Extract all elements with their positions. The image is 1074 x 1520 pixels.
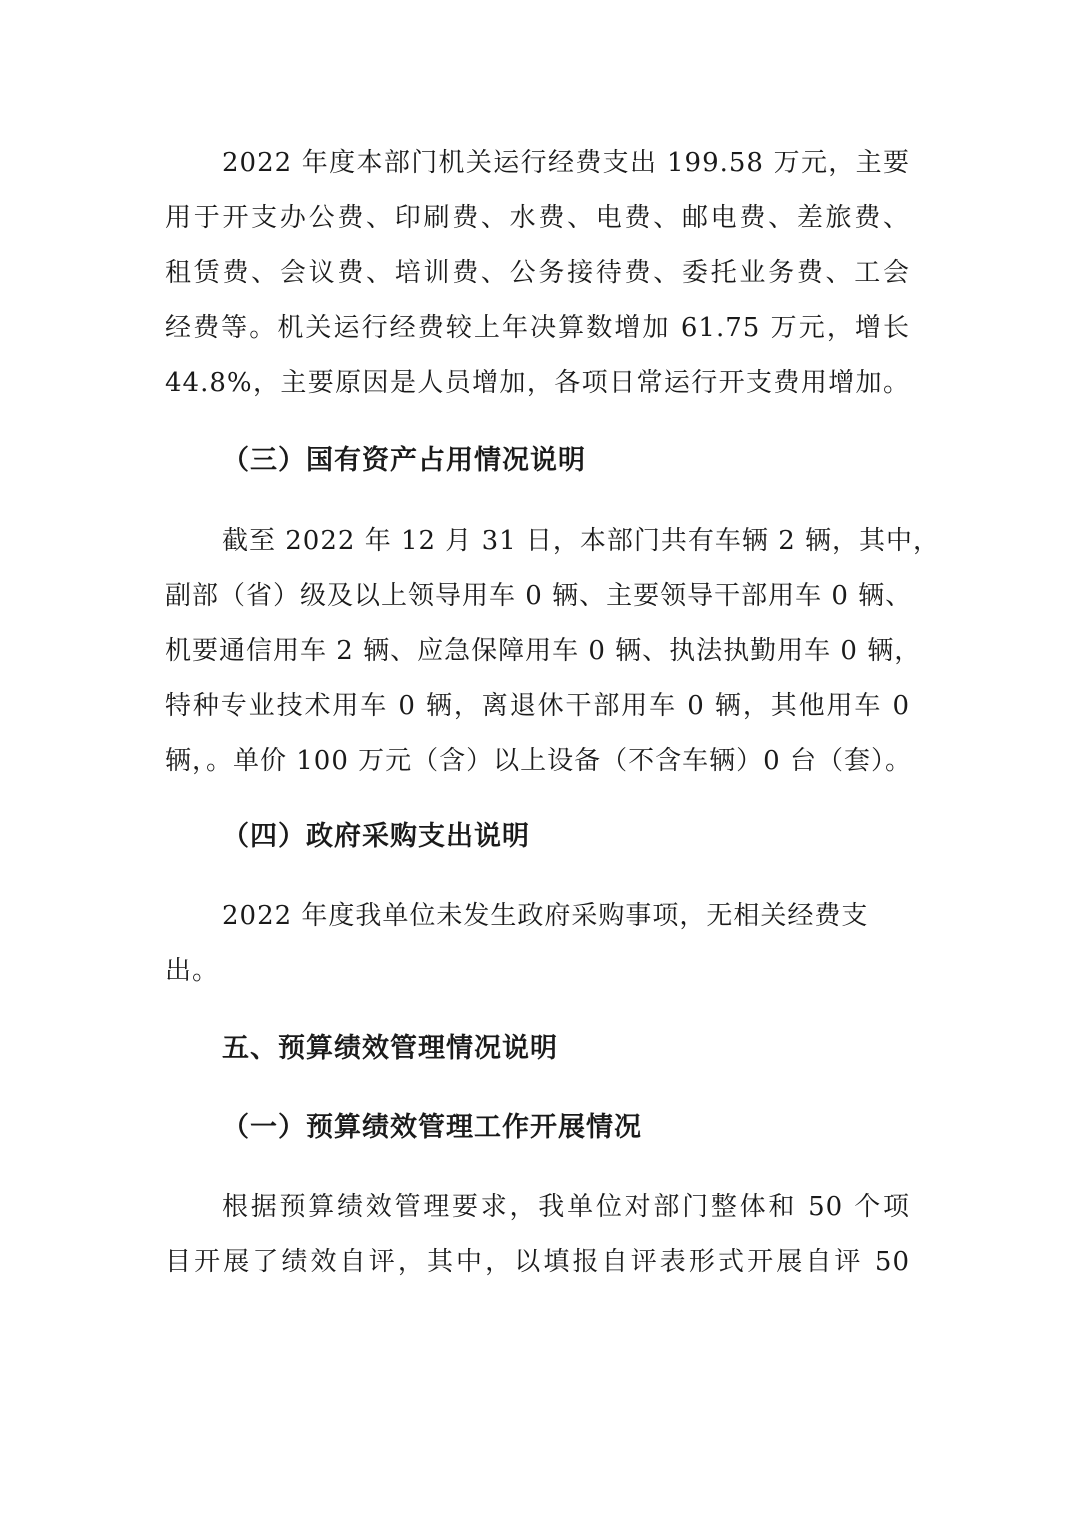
paragraph-procurement-line-2: 出。: [165, 956, 220, 986]
paragraph-state-assets-line-3: 机要通信用车 2 辆、应急保障用车 0 辆、执法执勤用车 0 辆，: [165, 636, 922, 666]
heading-section-five: 五、预算绩效管理情况说明: [222, 1033, 558, 1064]
paragraph-operating-costs-line-5: 44.8%，主要原因是人员增加，各项日常运行开支费用增加。: [165, 368, 910, 398]
paragraph-operating-costs-line-1: 2022 年度本部门机关运行经费支出 199.58 万元，主要: [222, 148, 910, 178]
paragraph-state-assets-line-2: 副部（省）级及以上领导用车 0 辆、主要领导干部用车 0 辆、: [165, 581, 913, 611]
paragraph-state-assets-line-5: 辆，。单价 100 万元（含）以上设备（不含车辆）0 台（套）。: [165, 746, 912, 776]
paragraph-performance-line-1: 根据预算绩效管理要求，我单位对部门整体和 50 个项: [222, 1192, 910, 1222]
heading-state-assets: （三）国有资产占用情况说明: [222, 445, 586, 476]
paragraph-performance-line-2: 目开展了绩效自评，其中，以填报自评表形式开展自评 50: [165, 1247, 910, 1277]
paragraph-procurement-line-1: 2022 年度我单位未发生政府采购事项，无相关经费支: [222, 901, 869, 931]
paragraph-state-assets-line-4: 特种专业技术用车 0 辆，离退休干部用车 0 辆，其他用车 0: [165, 691, 910, 721]
paragraph-state-assets-line-1: 截至 2022 年 12 月 31 日，本部门共有车辆 2 辆，其中，: [222, 526, 940, 556]
heading-procurement: （四）政府采购支出说明: [222, 821, 530, 852]
paragraph-operating-costs-line-3: 租赁费、会议费、培训费、公务接待费、委托业务费、工会: [165, 258, 910, 288]
heading-performance-work: （一）预算绩效管理工作开展情况: [222, 1112, 642, 1143]
paragraph-operating-costs-line-2: 用于开支办公费、印刷费、水费、电费、邮电费、差旅费、: [165, 203, 910, 233]
paragraph-operating-costs-line-4: 经费等。机关运行经费较上年决算数增加 61.75 万元，增长: [165, 313, 910, 343]
